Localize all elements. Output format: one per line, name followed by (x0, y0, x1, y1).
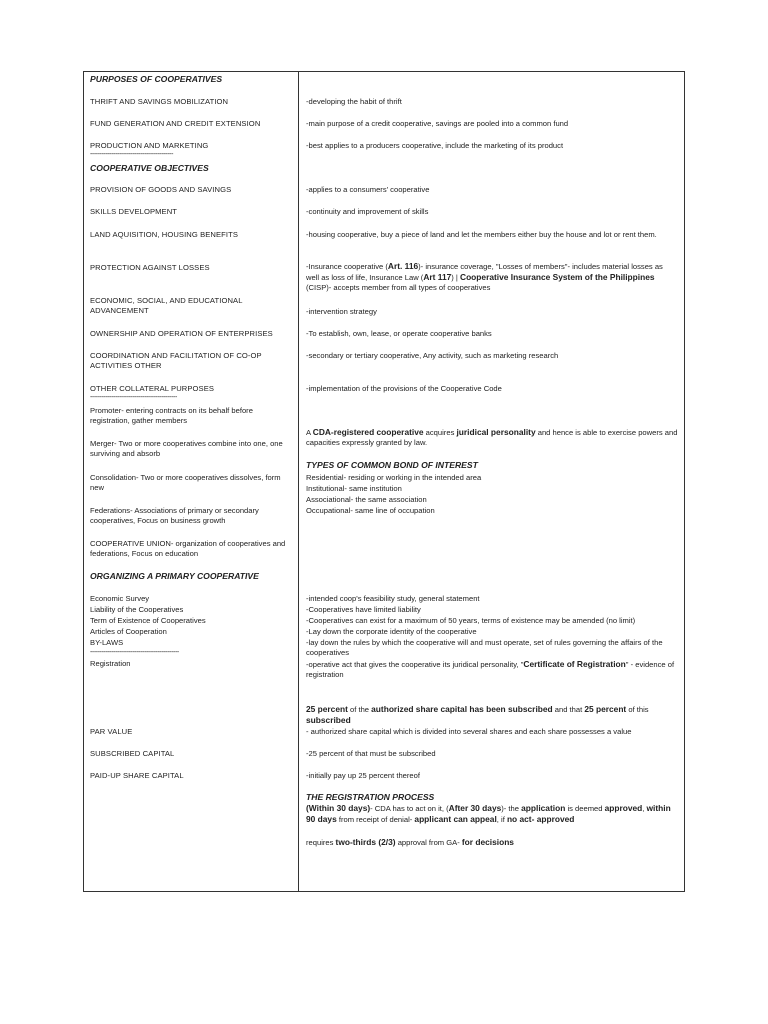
left-goods: PROVISION OF GOODS AND SAVINGS (90, 185, 232, 194)
column-divider (298, 72, 299, 891)
divider-dashes: ---------------------------------------------- (90, 649, 179, 656)
right-paid-up-capital: -initially pay up 25 percent thereof (306, 771, 420, 780)
left-union: COOPERATIVE UNION- organization of cooperatives and federations, Focus on education (90, 539, 286, 558)
left-consolidation: Consolidation- Two or more cooperatives dissolves, form new (90, 473, 281, 492)
right-two-thirds: requires two-thirds (2/3) approval from GA- for decisions (306, 837, 514, 847)
right-ownership: -To establish, own, lease, or operate cooperative banks (306, 329, 492, 338)
document-table (83, 71, 685, 892)
right-economic: -intervention strategy (306, 307, 377, 316)
right-percent-rule: 25 percent of the authorized share capital has been subscribed and that 25 percent of this subscribed (306, 704, 649, 725)
right-goods: -applies to a consumers' cooperative (306, 185, 430, 194)
left-paid-up-capital: PAID-UP SHARE CAPITAL (90, 771, 184, 780)
right-registration: -operative act that gives the cooperative its juridical personality, "Certificate of Registration" - evidence of registration (306, 659, 675, 679)
left-fund: FUND GENERATION AND CREDIT EXTENSION (90, 119, 261, 128)
right-term: -Cooperatives can exist for a maximum of 50 years, terms of existence may be amended (no limit) (306, 616, 636, 625)
left-production: PRODUCTION AND MARKETING (90, 141, 209, 150)
right-par-value: - authorized share capital which is divided into several shares and each share possesses a value (306, 727, 632, 736)
right-registration-process: (Within 30 days)- CDA has to act on it, (After 30 days)- the application is deemed approved, within 90 days from receipt of denial- applicant can appeal, if no act- approved (306, 803, 671, 824)
left-federations: Federations- Associations of primary or secondary cooperatives, Focus on business growth (90, 506, 259, 525)
left-term: Term of Existence of Cooperatives (90, 616, 206, 625)
left-coordination: COORDINATION AND FACILITATION OF CO-OP ACTIVITIES OTHER (90, 351, 262, 370)
organizing-heading: ORGANIZING A PRIMARY COOPERATIVE (90, 571, 259, 581)
right-occupational: Occupational- same line of occupation (306, 506, 435, 515)
right-residential: Residential- residing or working in the intended area (306, 473, 482, 482)
right-fund: -main purpose of a credit cooperative, savings are pooled into a common fund (306, 119, 569, 128)
right-survey: -intended coop's feasibility study, general statement (306, 594, 480, 603)
right-associational: Associational- the same association (306, 495, 427, 504)
left-economic: ECONOMIC, SOCIAL, AND EDUCATIONAL ADVANCEMENT (90, 296, 243, 315)
registration-process-heading: THE REGISTRATION PROCESS (306, 792, 435, 802)
right-coordination: -secondary or tertiary cooperative, Any activity, such as marketing research (306, 351, 559, 360)
objectives-heading: COOPERATIVE OBJECTIVES (90, 163, 209, 173)
left-ownership: OWNERSHIP AND OPERATION OF ENTERPRISES (90, 329, 273, 338)
left-subscribed-capital: SUBSCRIBED CAPITAL (90, 749, 175, 758)
left-thrift: THRIFT AND SAVINGS MOBILIZATION (90, 97, 229, 106)
left-promoter: Promoter- entering contracts on its behalf before registration, gather members (90, 406, 253, 425)
left-par-value: PAR VALUE (90, 727, 133, 736)
right-skills: -continuity and improvement of skills (306, 207, 429, 216)
right-production: -best applies to a producers cooperative, include the marketing of its product (306, 141, 564, 150)
left-collateral: OTHER COLLATERAL PURPOSES (90, 384, 215, 393)
right-bylaws: -lay down the rules by which the cooperative will and must operate, set of rules governing the affairs of the cooperatives (306, 638, 663, 657)
left-articles: Articles of Cooperation (90, 627, 167, 636)
left-liability: Liability of the Cooperatives (90, 605, 184, 614)
left-protection: PROTECTION AGAINST LOSSES (90, 263, 210, 272)
left-skills: SKILLS DEVELOPMENT (90, 207, 178, 216)
right-protection: -Insurance cooperative (Art. 116)- insurance coverage, "Losses of members"- includes material losses as well as loss of life, Insurance Law (Art 117) | Cooperative Insurance System of the Philippines (CISP)- accepts member from all types of cooperatives (306, 261, 663, 292)
left-survey: Economic Survey (90, 594, 150, 603)
bond-heading: TYPES OF COMMON BOND OF INTEREST (306, 460, 478, 470)
right-collateral: -implementation of the provisions of the Cooperative Code (306, 384, 502, 393)
right-subscribed-capital: -25 percent of that must be subscribed (306, 749, 436, 758)
right-cda: A CDA-registered cooperative acquires juridical personality and hence is able to exercise powers and capacities expressly granted by law. (306, 427, 678, 447)
right-thrift: -developing the habit of thrift (306, 97, 402, 106)
divider-dashes: --------------------------------------------- (90, 394, 177, 401)
right-liability: -Cooperatives have limited liability (306, 605, 421, 614)
divider-dashes: ------------------------------------------- (90, 151, 174, 158)
right-articles: -Lay down the corporate identity of the cooperative (306, 627, 477, 636)
left-merger: Merger- Two or more cooperatives combine into one, one surviving and absorb (90, 439, 283, 458)
right-land: -housing cooperative, buy a piece of land and let the members either buy the house and lot or rent them. (306, 230, 657, 239)
right-institutional: Institutional- same institution (306, 484, 402, 493)
left-registration: Registration (90, 659, 131, 668)
left-land: LAND AQUISITION, HOUSING BENEFITS (90, 230, 239, 239)
left-bylaws: BY-LAWS (90, 638, 124, 647)
purposes-heading: PURPOSES OF COOPERATIVES (90, 74, 223, 84)
